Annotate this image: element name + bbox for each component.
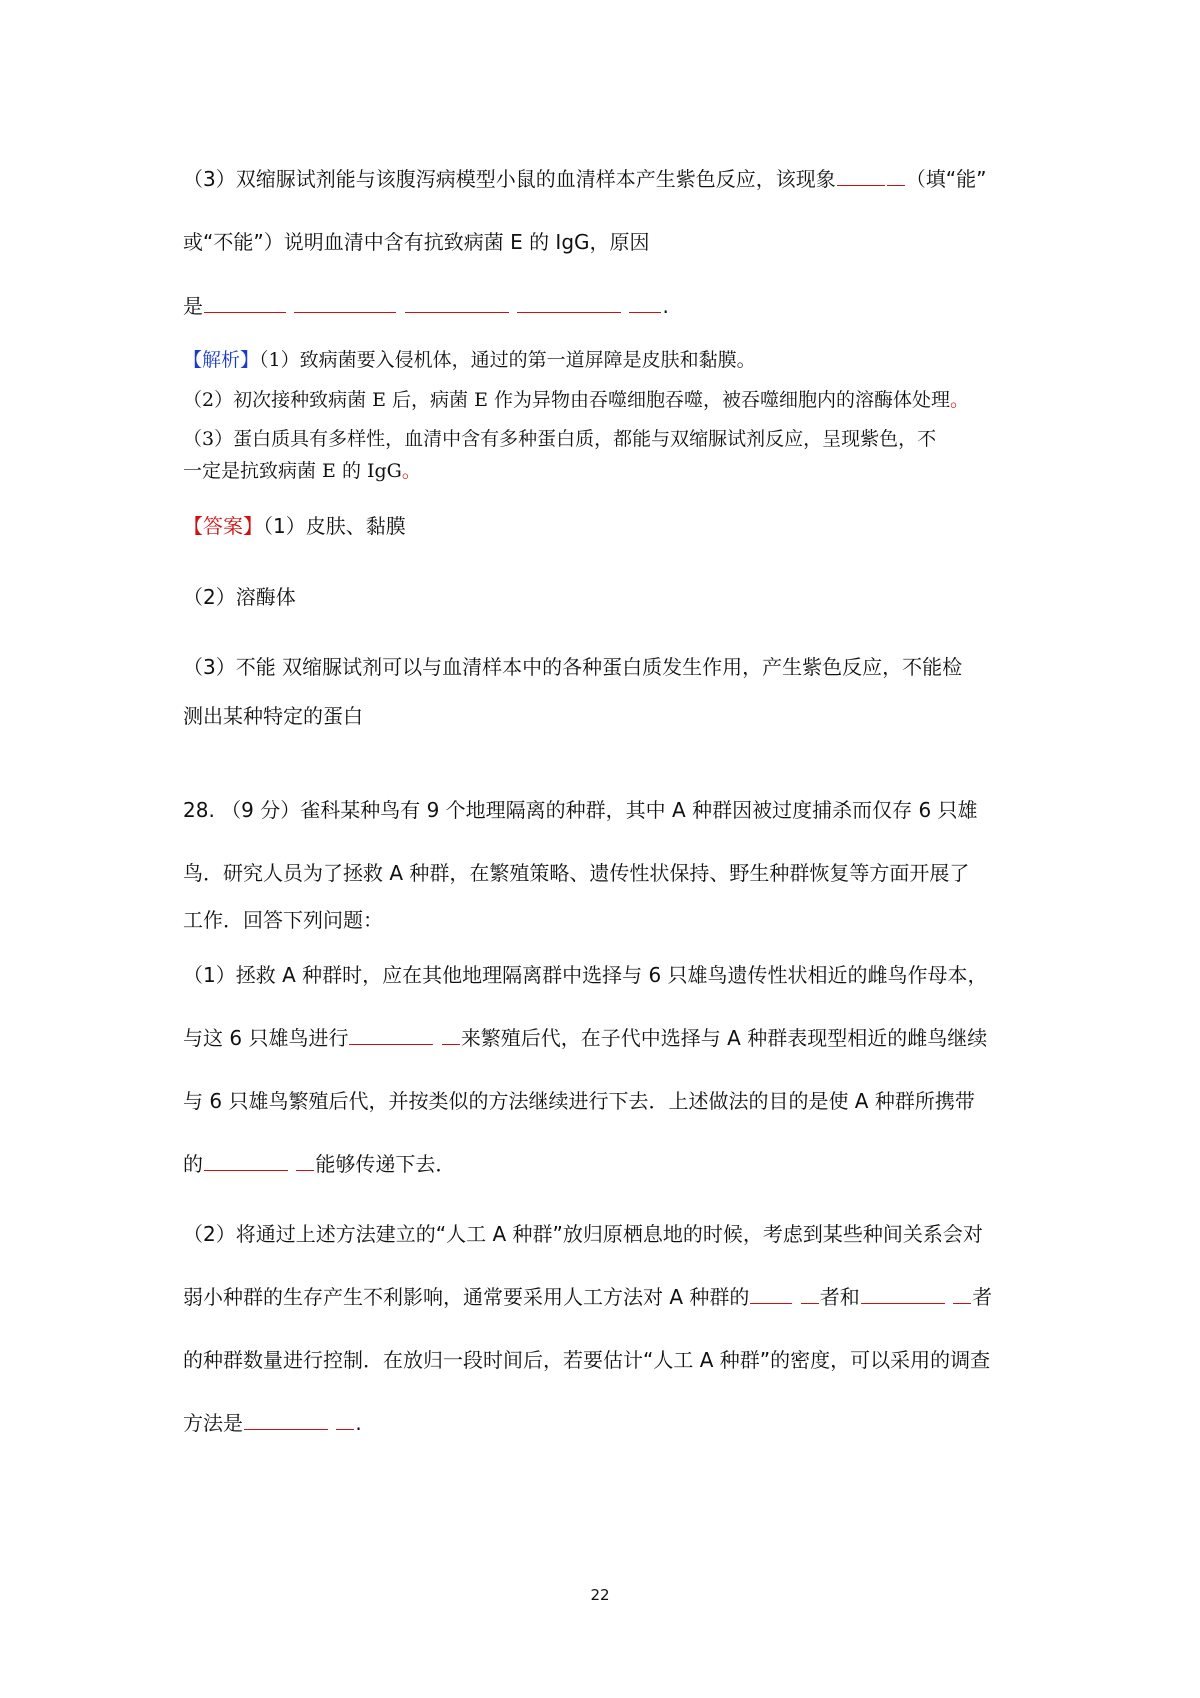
q27-part3-line3: 是 .: [183, 294, 669, 318]
q28-p1-line3: 与 6 只雄鸟繁殖后代，并按类似的方法继续进行下去．上述做法的目的是使 A 种群所携带: [183, 1089, 975, 1113]
answer-blank[interactable]: [750, 1285, 792, 1304]
analysis-p3-line1: （3）蛋白质具有多样性，血清中含有多种蛋白质，都能与双缩脲试剂反应，呈现紫色，不: [183, 428, 937, 450]
answer-blank[interactable]: [801, 1285, 819, 1304]
q28-p2-line4: 方法是 .: [183, 1411, 362, 1435]
q28-p1-line4: 的 能够传递下去．: [183, 1152, 456, 1176]
answer-blank[interactable]: [204, 1152, 288, 1171]
answer-a3-line2: 测出某种特定的蛋白: [183, 704, 363, 728]
analysis-p3-line2: 一定是抗致病菌 E 的 IgG。: [183, 460, 421, 482]
answer-blank[interactable]: [887, 167, 905, 186]
q28-p2-line3: 的种群数量进行控制．在放归一段时间后，若要估计“人工 A 种群”的密度，可以采用的调查: [183, 1348, 991, 1372]
analysis-p1: 【解析】（1）致病菌要入侵机体，通过的第一道屏障是皮肤和黏膜。: [183, 349, 756, 371]
answer-blank[interactable]: [629, 294, 661, 313]
answer-blank[interactable]: [294, 294, 396, 313]
answer-label: 【答案】: [183, 514, 263, 538]
answer-a1: 【答案】（1）皮肤、黏膜: [183, 514, 406, 538]
answer-blank[interactable]: [405, 294, 509, 313]
q27-part3-line1: （3）双缩脲试剂能与该腹泻病模型小鼠的血清样本产生紫色反应，该现象 （填“能”: [183, 167, 987, 191]
answer-a3-line1: （3）不能 双缩脲试剂可以与血清样本中的各种蛋白质发生作用，产生紫色反应，不能检: [183, 655, 963, 679]
answer-blank[interactable]: [517, 294, 621, 313]
analysis-label: 【解析】: [183, 349, 260, 371]
q28-p2-line1: （2）将通过上述方法建立的“人工 A 种群”放归原栖息地的时候，考虑到某些种间关系会对: [183, 1222, 983, 1246]
answer-blank[interactable]: [296, 1152, 314, 1171]
analysis-p2: （2）初次接种致病菌 E 后，病菌 E 作为异物由吞噬细胞吞噬，被吞噬细胞内的溶酶体处理。: [183, 389, 970, 411]
answer-blank[interactable]: [442, 1026, 460, 1045]
answer-blank[interactable]: [204, 294, 286, 313]
answer-blank[interactable]: [861, 1285, 945, 1304]
answer-a2: （2）溶酶体: [183, 585, 296, 609]
q27-part3-line2: 或“不能”）说明血清中含有抗致病菌 E 的 IgG，原因: [183, 230, 650, 254]
q28-line1: 28. （9 分）雀科某种鸟有 9 个地理隔离的种群，其中 A 种群因被过度捕杀而仅存 6 只雄: [183, 798, 978, 822]
answer-blank[interactable]: [336, 1411, 354, 1430]
q28-line3: 工作．回答下列问题：: [183, 908, 383, 932]
q28-p1-line2: 与这 6 只雄鸟进行 来繁殖后代，在子代中选择与 A 种群表现型相近的雌鸟继续: [183, 1026, 988, 1050]
page-number: 22: [590, 1586, 610, 1604]
answer-blank[interactable]: [837, 167, 885, 186]
q28-line2: 鸟．研究人员为了拯救 A 种群，在繁殖策略、遗传性状保持、野生种群恢复等方面开展了: [183, 861, 970, 885]
q28-p1-line1: （1）拯救 A 种群时，应在其他地理隔离群中选择与 6 只雄鸟遗传性状相近的雌鸟作母本，: [183, 963, 988, 987]
answer-blank[interactable]: [244, 1411, 328, 1430]
answer-blank[interactable]: [953, 1285, 971, 1304]
answer-blank[interactable]: [349, 1026, 433, 1045]
q28-p2-line2: 弱小种群的生存产生不利影响，通常要采用人工方法对 A 种群的 者和 者: [183, 1285, 993, 1309]
